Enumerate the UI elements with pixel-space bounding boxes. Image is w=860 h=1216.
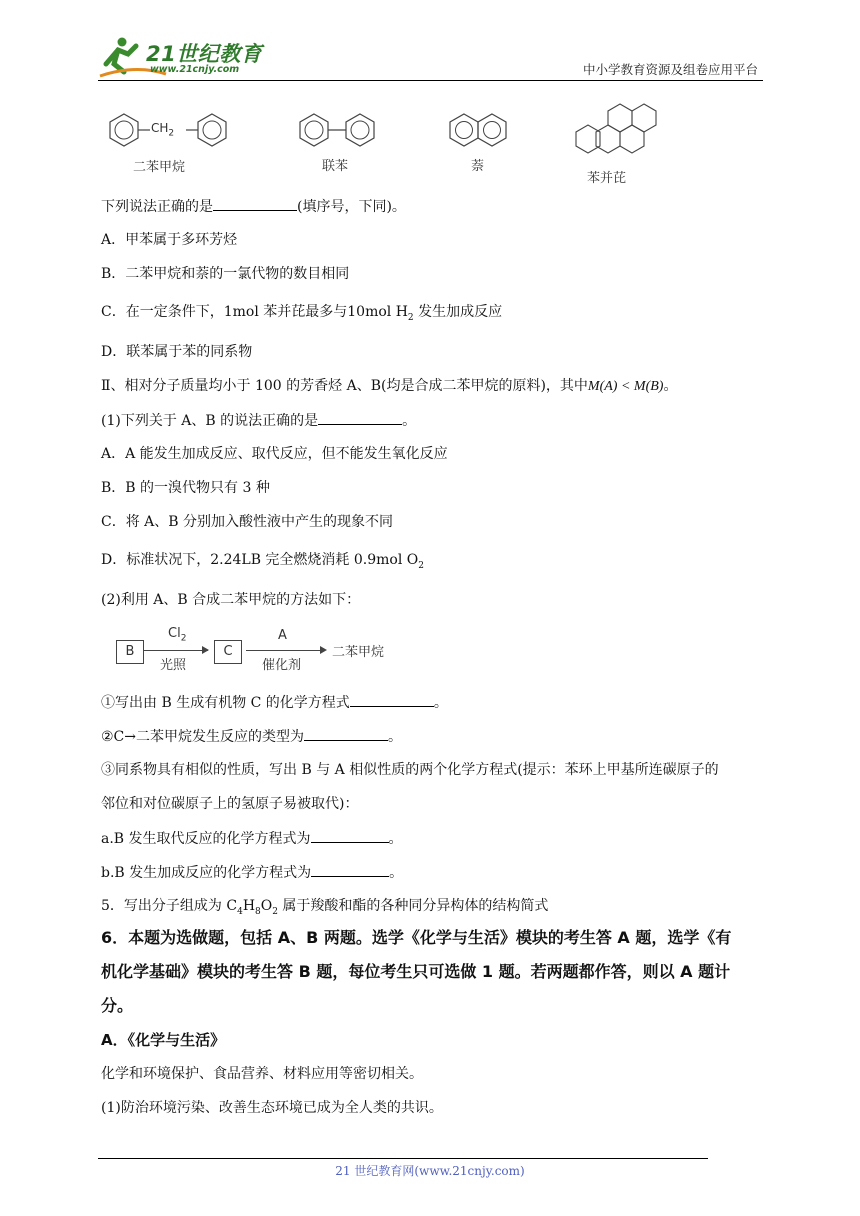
step-a: a.B 发生取代反应的化学方程式为 。 (101, 828, 403, 849)
scheme-arrow1 (144, 650, 208, 651)
benzopyrene-structure (574, 100, 674, 164)
part2-option-b: B．B 的一溴代物只有 3 种 (101, 480, 270, 496)
answer-blank[interactable] (304, 726, 388, 741)
option-b: B．二苯甲烷和萘的一氯代物的数目相同 (101, 266, 350, 282)
answer-blank[interactable] (311, 862, 389, 877)
scheme-arrow1-bottom: 光照 (160, 658, 187, 673)
reaction-scheme (114, 628, 404, 672)
question-stem: 下列说法正确的是 (填序号，下同)。 (101, 196, 406, 217)
section-a-text2: (1)防治环境污染、改善生态环境已成为全人类的共识。 (101, 1100, 443, 1116)
part2-q1-stem: (1)下列关于 A、B 的说法正确的是 。 (101, 410, 416, 431)
part2-option-c: C．将 A、B 分别加入酸性液中产生的现象不同 (101, 514, 394, 530)
option-c: C．在一定条件下，1mol 苯并芘最多与10mol $H_2$ 发生加成反应 (101, 304, 503, 323)
biphenyl-structure (296, 112, 380, 152)
scheme-box-c: C (214, 640, 242, 664)
question-5: 5．写出分子组成为 $C_4H_8O_2$ 属于羧酸和酯的各种同分异构体的结构简式 (101, 898, 549, 917)
answer-blank[interactable] (350, 692, 434, 707)
question-6-line2: 机化学基础》模块的考生答 B 题，每位考生只可选做 1 题。若两题都作答，则以 A 题计 (101, 962, 731, 981)
step2: ②C→二苯甲烷发生反应的类型为 。 (101, 726, 402, 747)
part2-intro: Ⅱ、相对分子质量均小于 100 的芳香烃 A、B(均是合成二苯甲烷的原料)，其中M(A) < M(B)。 (101, 378, 678, 394)
answer-blank[interactable] (318, 410, 402, 425)
molecule-label-biphenyl: 联苯 (322, 159, 349, 174)
footer-divider (98, 1158, 708, 1159)
option-d: D．联苯属于苯的同系物 (101, 344, 253, 360)
scheme-product: 二苯甲烷 (332, 645, 385, 660)
scheme-arrow2 (246, 650, 324, 651)
answer-blank[interactable] (311, 828, 389, 843)
step1: ①写出由 B 生成有机物 C 的化学方程式 。 (101, 692, 448, 713)
part2-option-d: D．标准状况下，2.24LB 完全燃烧消耗 0.9mol $O_2$ (101, 552, 424, 571)
molecule-label-diphenylmethane: 二苯甲烷 (133, 160, 186, 175)
naphthalene-structure (448, 112, 510, 152)
header-divider (98, 80, 763, 81)
section-a-title: A．《化学与生活》 (101, 1031, 226, 1049)
section-a-text1: 化学和环境保护、食品营养、材料应用等密切相关。 (101, 1066, 423, 1082)
question-6-line1: 6．本题为选做题，包括 A、B 两题。选学《化学与生活》模块的考生答 A 题，选学《有 (101, 928, 732, 947)
ch2-group-label: $CH_2$ (151, 121, 175, 139)
step3-line2: 邻位和对位碳原子上的氢原子易被取代)： (101, 796, 359, 812)
step-b: b.B 发生加成反应的化学方程式为 。 (101, 862, 403, 883)
scheme-arrow2-top: A (278, 628, 287, 643)
logo-text: 21世纪教育 (146, 42, 263, 66)
scheme-arrow2-head (320, 646, 327, 654)
platform-name: 中小学教育资源及组卷应用平台 (582, 62, 758, 77)
scheme-box-b: B (116, 640, 144, 664)
logo-url: www.21cnjy.com (150, 64, 240, 75)
option-a: A．甲苯属于多环芳烃 (101, 232, 238, 248)
part2-option-a: A．A 能发生加成反应、取代反应，但不能发生氧化反应 (101, 446, 448, 462)
part2-q2-stem: (2)利用 A、B 合成二苯甲烷的方法如下： (101, 592, 361, 608)
scheme-arrow2-bottom: 催化剂 (262, 658, 302, 673)
molecule-label-benzopyrene: 苯并芘 (587, 171, 627, 186)
molecule-label-naphthalene: 萘 (471, 159, 485, 174)
scheme-arrow1-top: $Cl_2$ (168, 626, 187, 644)
question-6-line3: 分。 (101, 996, 134, 1015)
answer-blank[interactable] (213, 196, 297, 211)
footer-text: 21 世纪教育网(www.21cnjy.com) (335, 1164, 525, 1178)
scheme-arrow1-head (202, 646, 209, 654)
step3-line1: ③同系物具有相似的性质，写出 B 与 A 相似性质的两个化学方程式(提示：苯环上甲基所连碳原子的 (101, 762, 719, 778)
